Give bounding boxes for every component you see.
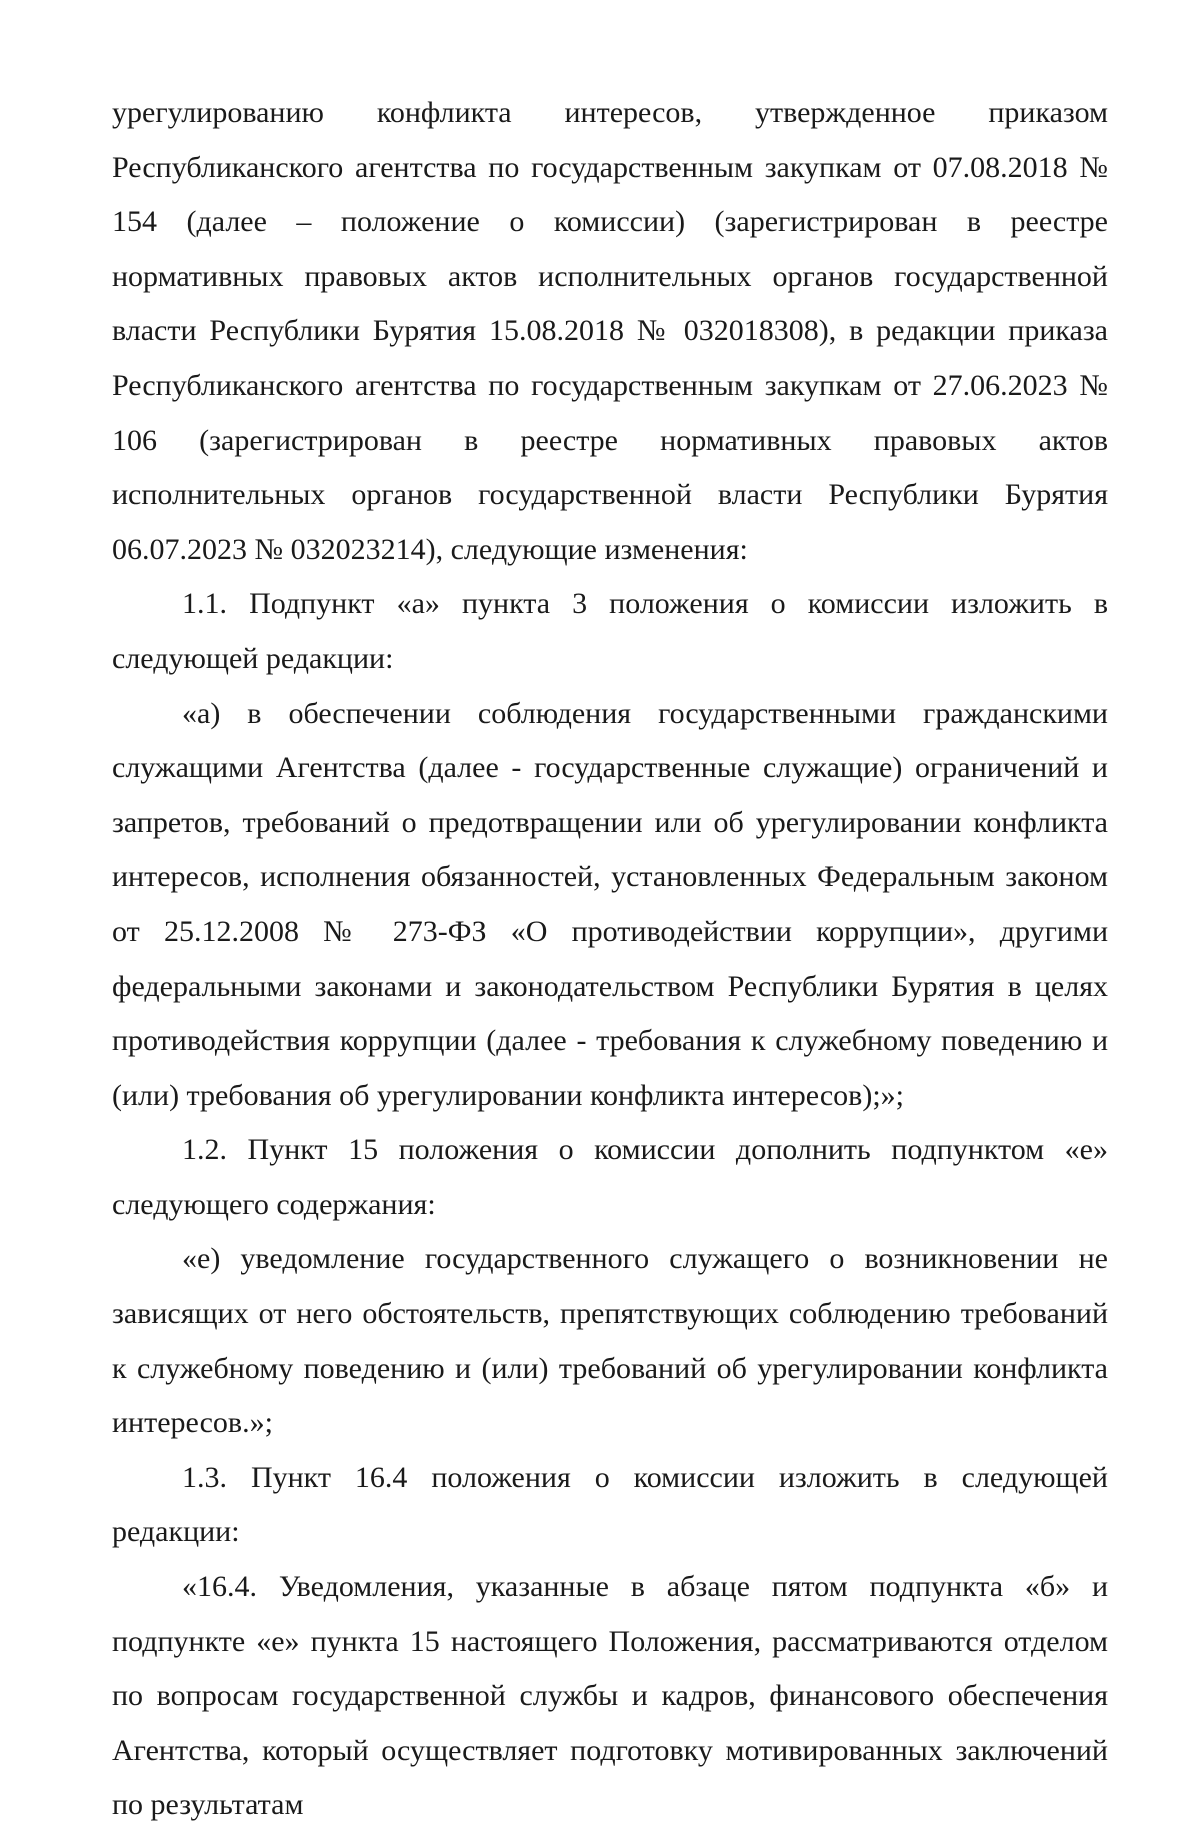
- paragraph-1-1: 1.1. Подпункт «а» пункта 3 положения о комиссии изложить в следующей редакции:: [112, 587, 1108, 675]
- paragraph-quote-16-4: «16.4. Уведомления, указанные в абзаце пятом подпункта «б» и подпункте «е» пункта 15 настоящего Положения, рассматриваются отделом по вопросам государственной службы и кадров, финансового обеспечения Агентства, который осуществляет подготовку мотивированных заключений по результатам: [112, 1570, 1108, 1822]
- paragraph-quote-a: «а) в обеспечении соблюдения государственными гражданскими служащими Агентства (далее - государственные служащие) ограничений и запретов, требований о предотвращении или об урегулировании конфликта интересов, исполнения обязанностей, установленных Федеральным законом от 25.12.2008 № 273-ФЗ «О противодействии коррупции», другими федеральными законами и законодательством Республики Бурятия в целях противодействия коррупции (далее - требования к служебному поведению и (или) требования об урегулировании конфликта интересов);»;: [112, 696, 1108, 1112]
- paragraph-1-2: 1.2. Пункт 15 положения о комиссии дополнить подпунктом «е» следующего содержания:: [112, 1133, 1108, 1221]
- paragraph-1-3: 1.3. Пункт 16.4 положения о комиссии изложить в следующей редакции:: [112, 1460, 1108, 1549]
- paragraph-quote-e: «е) уведомление государственного служащего о возникновении не зависящих от него обстоятельств, препятствующих соблюдению требований к служебному поведению и (или) требований об урегулировании конфликта интересов.»;: [112, 1242, 1108, 1440]
- document-body: [112, 86, 1108, 1833]
- paragraph-continuation: урегулированию конфликта интересов, утвержденное приказом Республиканского агентства по государственным закупкам от 07.08.2018 № 154 (далее – положение о комиссии) (зарегистрирован в реестре нормативных правовых актов исполнительных органов государственной власти Республики Бурятия 15.08.2018 № 032018308), в редакции приказа Республиканского агентства по государственным закупкам от 27.06.2023 № 106 (зарегистрирован в реестре нормативных правовых актов исполнительных органов государственной власти Республики Бурятия 06.07.2023 № 032023214), следующие изменения:: [112, 96, 1108, 566]
